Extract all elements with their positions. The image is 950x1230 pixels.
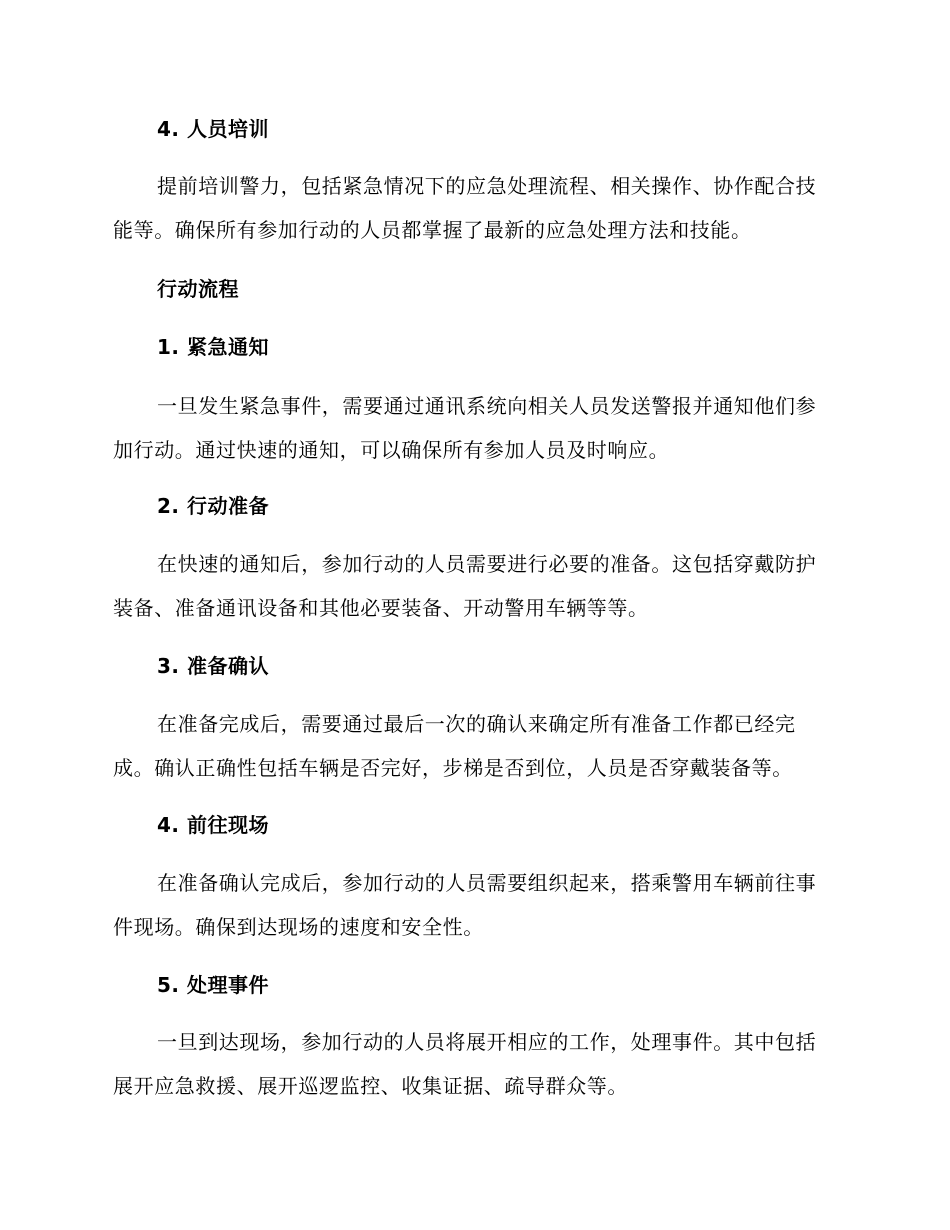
section-heading-action-preparation: 2. 行动准备 (157, 494, 269, 518)
paragraph-handle-incident: 一旦到达现场，参加行动的人员将展开相应的工作，处理事件。其中包括展开应急救援、展开巡逻监控、收集证据、疏导群众等。 (113, 1030, 817, 1098)
paragraph-personnel-training: 提前培训警力，包括紧急情况下的应急处理流程、相关操作、协作配合技能等。确保所有参加行动的人员都掌握了最新的应急处理方法和技能。 (113, 174, 817, 242)
section-heading-emergency-notice: 1. 紧急通知 (157, 335, 269, 359)
section-heading-action-process: 行动流程 (157, 277, 239, 301)
paragraph-emergency-notice: 一旦发生紧急事件，需要通过通讯系统向相关人员发送警报并通知他们参加行动。通过快速的通知，可以确保所有参加人员及时响应。 (113, 394, 817, 462)
paragraph-go-to-scene: 在准备确认完成后，参加行动的人员需要组织起来，搭乘警用车辆前往事件现场。确保到达现场的速度和安全性。 (113, 871, 817, 939)
section-heading-preparation-confirmation: 3. 准备确认 (157, 654, 269, 678)
paragraph-action-preparation: 在快速的通知后，参加行动的人员需要进行必要的准备。这包括穿戴防护装备、准备通讯设备和其他必要装备、开动警用车辆等等。 (113, 552, 817, 620)
paragraph-preparation-confirmation: 在准备完成后，需要通过最后一次的确认来确定所有准备工作都已经完成。确认正确性包括车辆是否完好，步梯是否到位，人员是否穿戴装备等。 (113, 712, 796, 780)
section-heading-go-to-scene: 4. 前往现场 (157, 813, 269, 837)
section-heading-handle-incident: 5. 处理事件 (157, 973, 269, 997)
section-heading-personnel-training: 4. 人员培训 (157, 117, 269, 141)
